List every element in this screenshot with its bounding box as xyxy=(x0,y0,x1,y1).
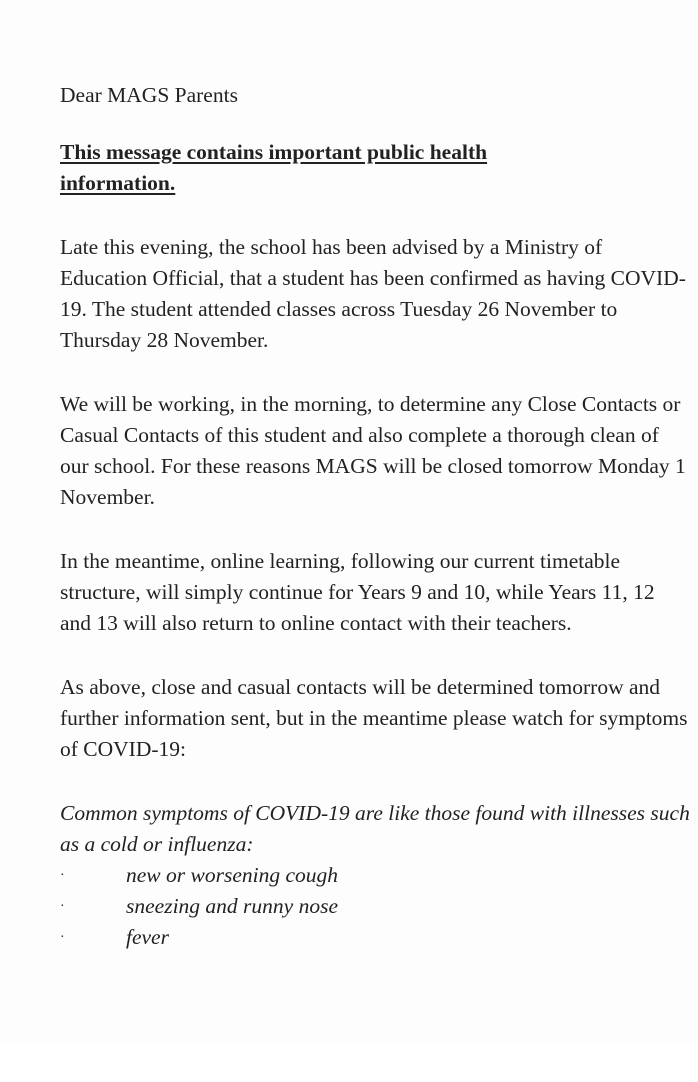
symptoms-intro: Common symptoms of COVID-19 are like those found with illnesses such as a cold or influenza: xyxy=(60,801,690,856)
list-item xyxy=(60,891,690,922)
bullet-icon: · xyxy=(60,930,65,945)
symptom-list xyxy=(60,860,690,953)
bullet-icon: · xyxy=(60,868,65,883)
paragraph-watch-symptoms: As above, close and casual contacts will be determined tomorrow and further information sent, but in the meantime please watch for symptoms of COVID-19: xyxy=(60,675,688,761)
symptom-text: new or worsening cough xyxy=(126,863,339,887)
list-item xyxy=(60,922,690,953)
letter-body xyxy=(60,80,690,953)
bullet-icon: · xyxy=(60,899,65,914)
paragraph-school-closure: We will be working, in the morning, to determine any Close Contacts or Casual Contacts of this student and also complete a thorough clean of our school. For these reasons MAGS will be closed tomorrow Monday 1 November. xyxy=(60,392,686,509)
paragraph-confirmed-case: Late this evening, the school has been advised by a Ministry of Education Official, that a student has been confirmed as having COVID-19. The student attended classes across Tuesday 26 November to Thursday 28 November. xyxy=(60,235,686,352)
paragraph-online-learning: In the meantime, online learning, following our current timetable structure, will simply continue for Years 9 and 10, while Years 11, 12 and 13 will also return to online contact with their teachers. xyxy=(60,549,655,635)
greeting: Dear MAGS Parents xyxy=(60,83,238,107)
symptom-text: fever xyxy=(126,925,169,949)
cropped-bottom-edge xyxy=(0,1042,698,1082)
symptom-text: sneezing and runny nose xyxy=(126,894,338,918)
list-item xyxy=(60,860,690,891)
public-health-notice: This message contains important public health information. xyxy=(60,140,488,195)
